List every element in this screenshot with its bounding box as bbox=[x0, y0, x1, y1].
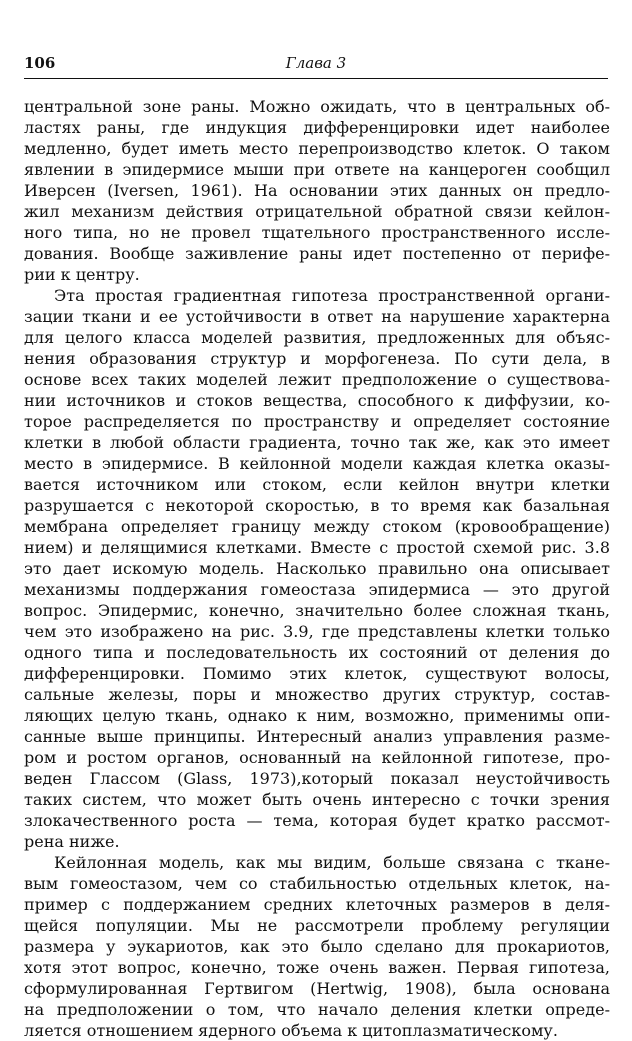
text-line: разрушается с некоторой скоростью, в то время как базальная bbox=[24, 496, 610, 515]
page-header bbox=[24, 52, 608, 76]
text-line: веден Глассом (Glass, 1973),который показал неустойчивость bbox=[24, 769, 610, 788]
text-line: сформулированная Гертвигом (Hertwig, 1908), была основана bbox=[24, 979, 610, 998]
text-line: хотя этот вопрос, конечно, тоже очень важен. Первая гипотеза, bbox=[24, 958, 610, 977]
text-line: вым гомеостазом, чем со стабильностью отдельных клеток, на- bbox=[24, 874, 610, 893]
text-line: санные выше принципы. Интересный анализ управления разме- bbox=[24, 727, 610, 746]
text-line: вопрос. Эпидермис, конечно, значительно более сложная ткань, bbox=[24, 601, 610, 620]
text-line: рена ниже. bbox=[24, 832, 120, 851]
text-line: пример с поддержанием средних клеточных размеров в деля- bbox=[24, 895, 610, 914]
text-line: нием) и делящимися клетками. Вместе с простой схемой рис. 3.8 bbox=[24, 538, 610, 557]
text-line: торое распределяется по пространству и определяет состояние bbox=[24, 412, 610, 431]
body-text bbox=[24, 96, 610, 1041]
text-line: ного типа, но не провел тщательного пространственного иссле- bbox=[24, 223, 610, 242]
header-rule bbox=[24, 78, 608, 79]
text-line: рии к центру. bbox=[24, 265, 140, 284]
paragraph bbox=[24, 285, 610, 852]
text-line: таких систем, что может быть очень интересно с точки зрения bbox=[24, 790, 610, 809]
text-line: вается источником или стоком, если кейлон внутри клетки bbox=[24, 475, 610, 494]
running-head: Глава 3 bbox=[285, 54, 347, 72]
text-line: явлении в эпидермисе мыши при ответе на канцероген сообщил bbox=[24, 160, 610, 179]
text-line: мембрана определяет границу между стоком (кровообращение) bbox=[24, 517, 610, 536]
text-line: нения образования структур и морфогенеза. По сути дела, в bbox=[24, 349, 610, 368]
text-line: это дает искомую модель. Насколько правильно она описывает bbox=[24, 559, 610, 578]
text-line: Иверсен (Iversen, 1961). На основании этих данных он предло- bbox=[24, 181, 610, 200]
text-line: ляющих целую ткань, однако к ним, возможно, применимы опи- bbox=[24, 706, 610, 725]
text-line: щейся популяции. Мы не рассмотрели проблему регуляции bbox=[24, 916, 610, 935]
paragraph bbox=[24, 96, 610, 285]
text-line: нии источников и стоков вещества, способного к диффузии, ко- bbox=[24, 391, 610, 410]
text-line: основе всех таких моделей лежит предположение о существова- bbox=[24, 370, 610, 389]
text-line: центральной зоне раны. Можно ожидать, что в центральных об- bbox=[24, 97, 610, 116]
text-line: ластях раны, где индукция дифференцировки идет наиболее bbox=[24, 118, 610, 137]
text-line: злокачественного роста — тема, которая будет кратко рассмот- bbox=[24, 811, 610, 830]
text-line: ляется отношением ядерного объема к цитоплазматическому. bbox=[24, 1021, 558, 1040]
text-line: дования. Вообще заживление раны идет постепенно от перифе- bbox=[24, 244, 610, 263]
text-line: одного типа и последовательность их состояний от деления до bbox=[24, 643, 610, 662]
text-line: для целого класса моделей развития, предложенных для объяс- bbox=[24, 328, 610, 347]
text-line: дифференцировки. Помимо этих клеток, существуют волосы, bbox=[24, 664, 610, 683]
text-line: Кейлонная модель, как мы видим, больше связана с ткане- bbox=[54, 853, 610, 872]
text-line: чем это изображено на рис. 3.9, где представлены клетки только bbox=[24, 622, 610, 641]
text-line: механизмы поддержания гомеостаза эпидермиса — это другой bbox=[24, 580, 610, 599]
text-line: жил механизм действия отрицательной обратной связи кейлон- bbox=[24, 202, 610, 221]
text-line: на предположении о том, что начало деления клетки опреде- bbox=[24, 1000, 610, 1019]
text-line: медленно, будет иметь место перепроизводство клеток. О таком bbox=[24, 139, 610, 158]
text-line: размера у эукариотов, как это было сделано для прокариотов, bbox=[24, 937, 610, 956]
paragraph bbox=[24, 852, 610, 1041]
text-line: зации ткани и ее устойчивости в ответ на нарушение характерна bbox=[24, 307, 610, 326]
text-line: Эта простая градиентная гипотеза пространственной органи- bbox=[54, 286, 610, 305]
page-number: 106 bbox=[24, 54, 56, 72]
text-line: сальные железы, поры и множество других структур, состав- bbox=[24, 685, 610, 704]
text-line: место в эпидермисе. В кейлонной модели каждая клетка оказы- bbox=[24, 454, 610, 473]
text-line: ром и ростом органов, основанный на кейлонной гипотезе, про- bbox=[24, 748, 610, 767]
text-line: клетки в любой области градиента, точно так же, как это имеет bbox=[24, 433, 610, 452]
